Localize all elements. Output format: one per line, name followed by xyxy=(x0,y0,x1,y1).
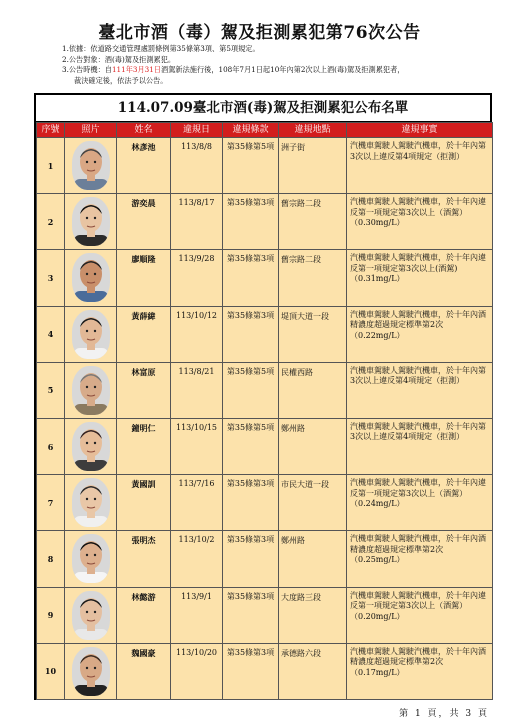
header-photo: 照片 xyxy=(65,123,117,138)
violation-law: 第35條第3項 xyxy=(223,306,279,362)
violation-law: 第35條第3項 xyxy=(223,194,279,250)
row-number: 2 xyxy=(37,194,65,250)
note-timing-pre: 3.公告時機：自 xyxy=(62,65,112,74)
violation-date: 113/10/2 xyxy=(171,531,223,587)
violation-place: 舊宗路二段 xyxy=(279,250,347,306)
header-num: 序號 xyxy=(37,123,65,138)
photo-cell xyxy=(65,531,117,587)
row-number: 10 xyxy=(37,643,65,699)
offender-name: 黃國訓 xyxy=(117,475,171,531)
table-header-row xyxy=(37,123,493,138)
table-row xyxy=(37,306,493,362)
violation-fact: 汽機車駕駛人駕駛汽機車，於十年內第3次以上違反第4項規定（拒測） xyxy=(347,362,493,418)
portrait-photo xyxy=(72,253,110,302)
violation-place: 鄭州路 xyxy=(279,418,347,474)
table-row xyxy=(37,531,493,587)
violation-place: 洲子街 xyxy=(279,138,347,194)
row-number: 9 xyxy=(37,587,65,643)
header-name: 姓名 xyxy=(117,123,171,138)
offender-name: 林彥池 xyxy=(117,138,171,194)
row-number: 4 xyxy=(37,306,65,362)
violation-date: 113/10/20 xyxy=(171,643,223,699)
note-timing xyxy=(62,65,502,76)
violation-place: 市民大道一段 xyxy=(279,475,347,531)
violation-law: 第35條第5項 xyxy=(223,138,279,194)
photo-cell xyxy=(65,138,117,194)
violation-place: 鄭州路 xyxy=(279,531,347,587)
table-row xyxy=(37,250,493,306)
violation-date: 113/10/15 xyxy=(171,418,223,474)
violation-place: 堤頂大道一段 xyxy=(279,306,347,362)
row-number: 7 xyxy=(37,475,65,531)
photo-cell xyxy=(65,362,117,418)
note-basis: 1.依據：依道路交通管理處罰條例第35條第3項、第5項規定。 xyxy=(62,44,260,53)
violation-place: 大度路三段 xyxy=(279,587,347,643)
violation-fact: 汽機車駕駛人駕駛汽機車，於十年內第3次以上違反第4項規定（拒測） xyxy=(347,418,493,474)
announcement-notes xyxy=(62,44,502,86)
offender-table-container xyxy=(34,93,492,700)
violation-law: 第35條第3項 xyxy=(223,475,279,531)
portrait-photo xyxy=(72,647,110,696)
violation-date: 113/7/16 xyxy=(171,475,223,531)
violation-fact: 汽機車駕駛人駕駛汽機車，於十年內違反第一項規定第3次以上（酒駕）（0.30mg/L） xyxy=(347,194,493,250)
header-fact: 違規事實 xyxy=(347,123,493,138)
row-number: 5 xyxy=(37,362,65,418)
violation-fact: 汽機車駕駛人駕駛汽機車，於十年內酒精濃度超過規定標準第2次（0.17mg/L） xyxy=(347,643,493,699)
note-timing-date: 111年3月31日 xyxy=(111,65,161,74)
table-row xyxy=(37,362,493,418)
violation-law: 第35條第3項 xyxy=(223,250,279,306)
table-row xyxy=(37,643,493,699)
violation-date: 113/8/8 xyxy=(171,138,223,194)
note-timing-post: 酒駕新法施行後，108年7月1日起10年內第2次以上酒(毒)駕及拒測累犯者， xyxy=(161,65,405,74)
portrait-photo xyxy=(72,366,110,415)
offender-name: 林富原 xyxy=(117,362,171,418)
table-row xyxy=(37,475,493,531)
note-target: 2.公告對象：酒(毒)駕及拒測累犯。 xyxy=(62,54,176,64)
portrait-photo xyxy=(72,197,110,246)
violation-place: 民權西路 xyxy=(279,362,347,418)
table-row xyxy=(37,418,493,474)
page-title: 臺北市酒（毒）駕及拒測累犯第76次公告 xyxy=(98,23,421,43)
table-title: 114.07.09臺北市酒(毒)駕及拒測累犯公布名單 xyxy=(36,95,490,122)
violation-fact: 汽機車駕駛人駕駛汽機車，於十年內違反第一項規定第3次以上（酒駕）（0.24mg/L） xyxy=(347,475,493,531)
violation-date: 113/8/21 xyxy=(171,362,223,418)
offender-name: 游奕晨 xyxy=(117,194,171,250)
table-row xyxy=(37,587,493,643)
violation-date: 113/9/28 xyxy=(171,250,223,306)
violation-date: 113/9/1 xyxy=(171,587,223,643)
violation-law: 第35條第5項 xyxy=(223,418,279,474)
violation-date: 113/10/12 xyxy=(171,306,223,362)
photo-cell xyxy=(65,250,117,306)
violation-fact: 汽機車駕駛人駕駛汽機車，於十年內酒精濃度超過規定標準第2次（0.25mg/L） xyxy=(347,531,493,587)
row-number: 3 xyxy=(37,250,65,306)
table-row xyxy=(37,194,493,250)
table-row xyxy=(37,138,493,194)
photo-cell xyxy=(65,587,117,643)
violation-law: 第35條第3項 xyxy=(223,531,279,587)
header-date: 違規日 xyxy=(171,123,223,138)
header-place: 違規地點 xyxy=(279,123,347,138)
row-number: 1 xyxy=(37,138,65,194)
offender-name: 黃薛緯 xyxy=(117,306,171,362)
violation-place: 舊宗路二段 xyxy=(279,194,347,250)
portrait-photo xyxy=(72,534,110,583)
portrait-photo xyxy=(72,591,110,640)
offender-name: 林懿游 xyxy=(117,587,171,643)
photo-cell xyxy=(65,194,117,250)
violation-fact: 汽機車駕駛人駕駛汽機車，於十年內違反第一項規定第3次以上(酒駕)（0.31mg/L） xyxy=(347,250,493,306)
violation-fact: 汽機車駕駛人駕駛汽機車，於十年內酒精濃度超過規定標準第2次（0.22mg/L） xyxy=(347,306,493,362)
portrait-photo xyxy=(72,141,110,190)
violation-fact: 汽機車駕駛人駕駛汽機車，於十年內違反第一項規定第3次以上（酒駕）（0.20mg/L） xyxy=(347,587,493,643)
photo-cell xyxy=(65,418,117,474)
offender-table xyxy=(36,122,493,700)
violation-law: 第35條第3項 xyxy=(223,643,279,699)
offender-name: 廖順隆 xyxy=(117,250,171,306)
row-number: 8 xyxy=(37,531,65,587)
offender-name: 鐘明仁 xyxy=(117,418,171,474)
violation-fact: 汽機車駕駛人駕駛汽機車，於十年內第3次以上違反第4項規定（拒測） xyxy=(347,138,493,194)
page-footer: 第 1 頁，共 3 頁 xyxy=(399,709,489,719)
offender-name: 魏國豪 xyxy=(117,643,171,699)
portrait-photo xyxy=(72,310,110,359)
header-law: 違規條款 xyxy=(223,123,279,138)
row-number: 6 xyxy=(37,418,65,474)
portrait-photo xyxy=(72,422,110,471)
photo-cell xyxy=(65,306,117,362)
photo-cell xyxy=(65,643,117,699)
portrait-photo xyxy=(72,478,110,527)
violation-law: 第35條第5項 xyxy=(223,362,279,418)
violation-date: 113/8/17 xyxy=(171,194,223,250)
offender-name: 張明杰 xyxy=(117,531,171,587)
photo-cell xyxy=(65,475,117,531)
violation-law: 第35條第3項 xyxy=(223,587,279,643)
note-timing-continued: 裁決確定後，依法予以公告。 xyxy=(74,75,168,85)
violation-place: 承德路六段 xyxy=(279,643,347,699)
